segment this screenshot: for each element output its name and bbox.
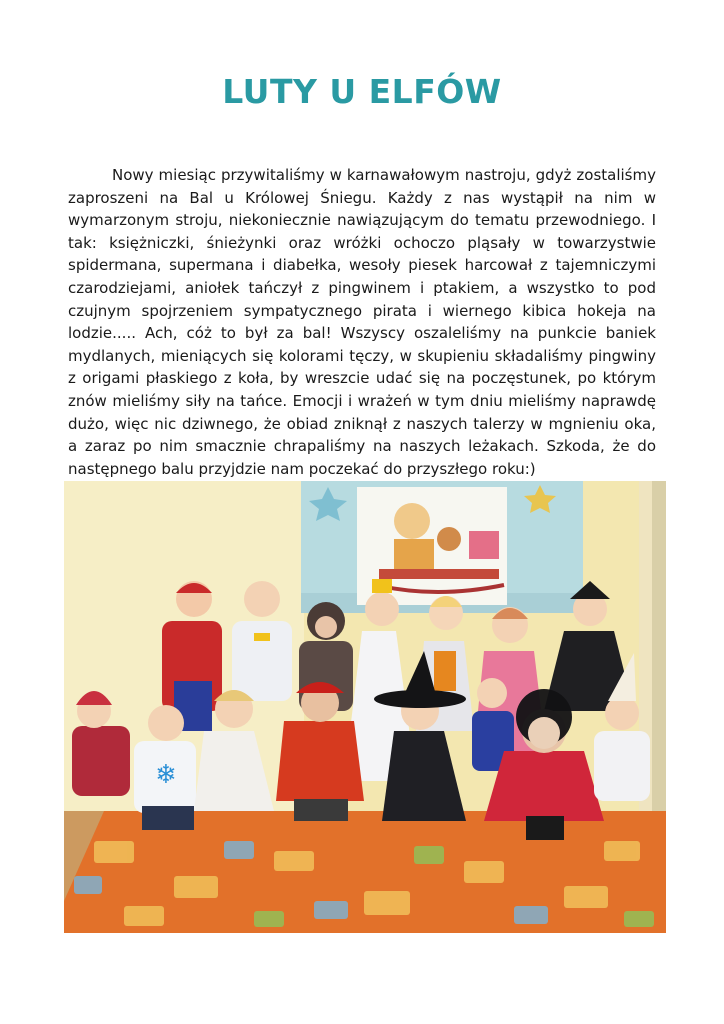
page-title: LUTY U ELFÓW — [222, 72, 502, 111]
article-text: Nowy miesiąc przywitaliśmy w karnawałowym nastroju, gdyż zostaliśmy zaproszeni na Bal u Królowej Śniegu. Każdy z nas wystąpił na nim w wymarzonym stroju, niekoniecznie nawiązującym do tematu przewodniego. I tak: księżniczki, śnieżynki oraz wróżki ochoczo pląsały w towarzystwie spidermana, supermana i diabełka, wesoły piesek harcował z tajemniczymi czarodziejami, aniołek tańczył z pingwinem i ptakiem, a wszystko to pod czujnym spojrzeniem sympatycznego pirata i wiernego kibica hokeja na lodzie..... Ach, cóż to był za bal! Wszyscy oszaleliśmy na punkcie baniek mydlanych, mieniących się kolorami tęczy, w skupieniu składaliśmy pingwiny z origami płaskiego z koła, by wreszcie udać się na poczęstunek, po którym znów mieliśmy siły na tańce. Emocji i wrażeń w tym dniu mieliśmy naprawdę dużo, więc nic dziwnego, że obiad zniknął z naszych talerzy w mgnieniu oka, a zaraz po nim smacznie chrapaliśmy na naszych leżakach. Szkoda, że do następnego balu przyjdzie nam poczekać do przyszłego roku:) — [68, 166, 656, 478]
wall-poster — [301, 481, 583, 613]
group-photo — [64, 481, 666, 933]
svg-text:❄: ❄ — [155, 760, 177, 790]
